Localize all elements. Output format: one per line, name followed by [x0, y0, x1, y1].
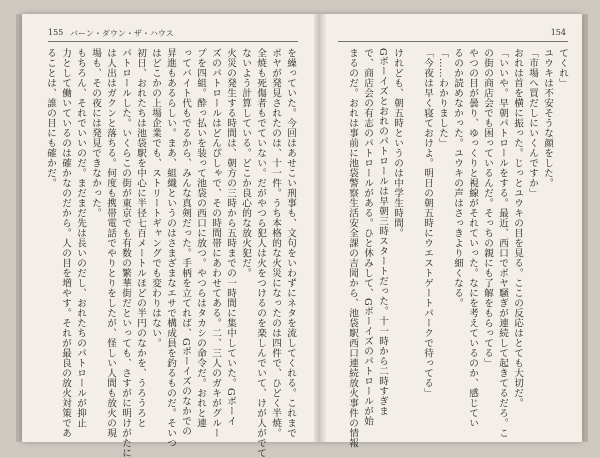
book-gutter [314, 14, 326, 442]
text-line: パトロールした。いくらこの街が東京でも有数の繁華街だといっても、さすがに明けがたに [120, 48, 131, 458]
right-page-number: 154 [550, 28, 566, 37]
text-line: 全焼も死傷者もでていない。だがやつら犯人は火をつけるのを楽しんでいて、けが人がでて [255, 48, 266, 458]
open-book [22, 14, 582, 458]
text-line: 「……わかりました」 [437, 48, 448, 148]
text-line: ユウキは不安そうな顔をした。 [542, 48, 553, 188]
text-line: けれども、朝五時というのは中学生時間。 [392, 48, 403, 238]
running-title: バーン・ダウン・ザ・ハウス [70, 29, 174, 38]
text-line: 「いいや。早朝パトロールをする。最近、西口でボヤ騒ぎが連続して起きてるだろ。こ [497, 48, 508, 438]
text-line: やつの目が曇り、ゆっくりと視線がそれていった。なにを考えているのか、感じてい [467, 48, 478, 428]
text-line: ないよう計算している。どこか良心的な放火犯だ。 [240, 48, 251, 278]
text-line: 力として働いているのは確かなのだから。人の目を増やす。それが最良の放火対策であ [60, 48, 71, 438]
left-page-number: 155 [48, 28, 64, 37]
text-line: Gボーイズとおれのパトロールは早朝三時スタートだった。十一時から二時すぎま [377, 48, 388, 417]
text-line: 昇進もあるらしい。まあ、組織というのはさまざまなエサで構成員を釣るものだ。そいつ [165, 48, 176, 448]
text-line: ボヤが発見されたのは、十一件。うち本格的な火災になったのは四件で、ひどく半焼。 [270, 48, 281, 438]
text-line: はどこかの上場企業でも、ストリートギャングでも変わりはない。 [150, 48, 161, 348]
text-line: てくれ」 [557, 48, 568, 88]
right-page [326, 14, 582, 448]
text-line: プを四組。酔っ払いを装って池袋の西口に放つ。やつらはタカシの命令だ。おれと連 [195, 48, 206, 428]
text-line: ることは、誰の目にも確かだ。 [45, 48, 56, 188]
book-edge-right [582, 14, 588, 442]
text-line: 「今夜は早く寝ておけよ。明日の朝五時にウエストゲートパークで待ってる」 [422, 48, 433, 398]
text-line: の街の商店会でも困っているんだ。そっちの親にも了解をもらってる」 [482, 48, 493, 368]
text-line: ズのパトロールはどんぴしゃで、その時間帯にあわせてある。二、三人のガキがグルー [210, 48, 221, 438]
text-line: 初日、おれたちは池袋駅を中心に半径七百メートルほどの半円のなかを、うろうろと [135, 48, 146, 428]
text-line: 場も、その夜には発見できなかった。 [90, 48, 101, 218]
header-rule-left [48, 41, 298, 42]
text-line: もちろん、それでいいのだ。まだまだ先は長いのだし、おれたちのパトロールが抑止 [75, 48, 86, 428]
text-line: ってバイト代もでるから、みんな真剣だった。手柄を立てれば、Gボーイズのなかでの [180, 48, 191, 437]
text-line: 火災の発生する時間は、朝方の三時から五時までの一時間に集中していた。Gボーイ [225, 48, 236, 427]
text-line: を繰っていた。今回はあせこい刑事も、文句をいわずにネタを流してくれる。これまで [285, 48, 296, 438]
text-line: まるのだ。おれは事前に池袋警察生活安全課の吉岡から、池袋駅西口連続放火事件の情報 [347, 48, 358, 448]
left-page-text [45, 48, 298, 458]
text-line: るのか読めなかった。ユウキの声はさっきより細くなる。 [452, 48, 463, 308]
text-line: は人出はガクンと落ちる。何度も携帯電話でやりとりをしたが、怪しい人間も放火の現 [105, 48, 116, 438]
left-page [22, 14, 314, 458]
text-line: 「市場へ買だしにいくんですか」 [527, 48, 538, 198]
text-line: おれは首を横に振った。じっとユウキの目を見る。ここの反応はとても大切だ。 [512, 48, 523, 408]
text-line: で、商店会の有志のパトロールがある。ひと休みして、Gボーイズのパトロールが始 [362, 48, 373, 427]
header-rule-right [338, 41, 568, 42]
right-page-text [340, 48, 570, 448]
text-line [405, 48, 420, 420]
